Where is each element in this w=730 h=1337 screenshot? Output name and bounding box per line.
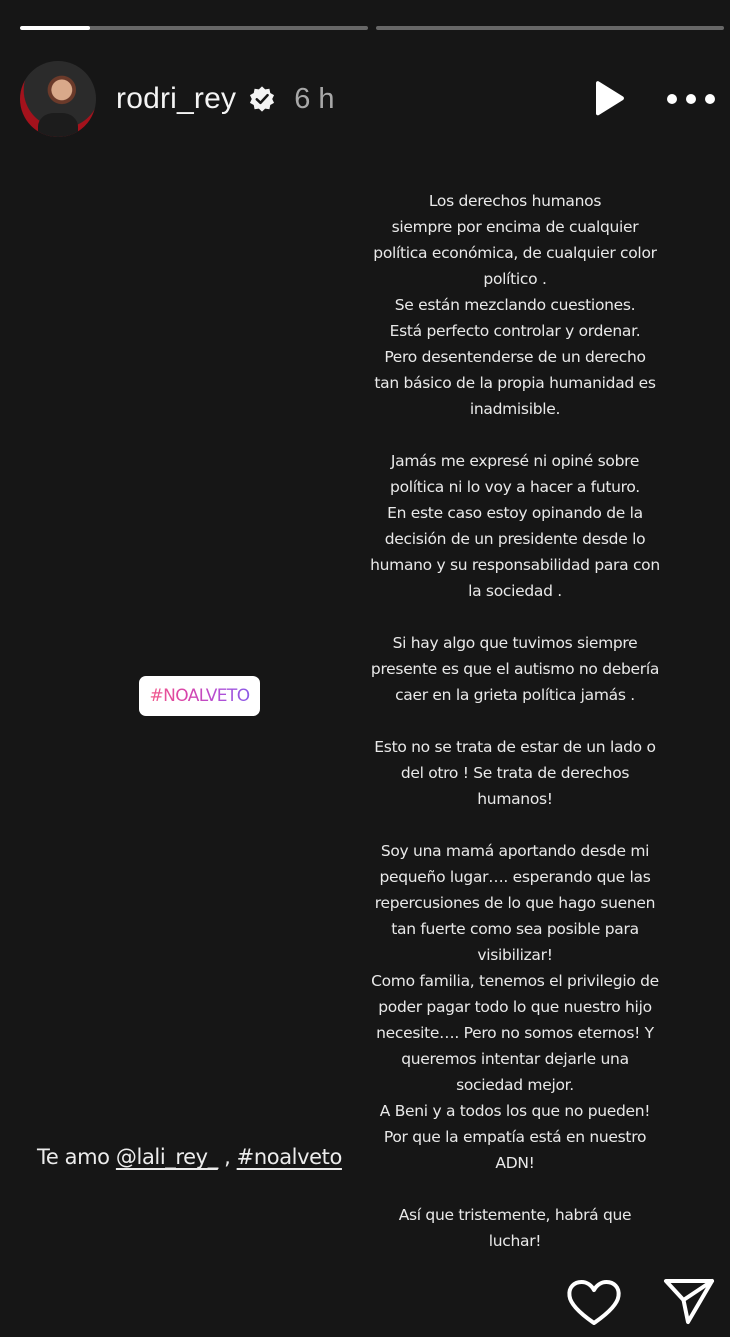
statement-paragraph: Jamás me expresé ni opiné sobre política ni lo voy a hacer a futuro. En este caso estoy opinando de la decisión de un presidente desde lo humano y su responsabilidad para con la sociedad . — [370, 452, 660, 600]
caption-separator: , — [217, 1145, 237, 1169]
username[interactable]: rodri_rey — [116, 82, 237, 115]
share-button[interactable] — [662, 1276, 716, 1326]
hashtag-sticker-label: #NOALVETO — [149, 686, 250, 706]
story-header — [20, 60, 716, 138]
statement-paragraph: Si hay algo que tuvimos siempre presente es que el autismo no debería caer en la grieta política jamás . — [370, 634, 660, 704]
progress-fill — [20, 26, 90, 30]
hashtag-sticker[interactable] — [139, 676, 260, 716]
verified-badge-icon — [248, 85, 276, 113]
hashtag-link[interactable]: #noalveto — [236, 1145, 342, 1169]
like-button[interactable] — [566, 1279, 622, 1327]
more-icon — [666, 93, 716, 105]
heart-icon — [566, 1279, 622, 1327]
story-caption — [37, 1145, 342, 1169]
play-icon — [590, 80, 626, 118]
mention-link[interactable]: @lali_rey_ — [115, 1145, 218, 1169]
more-options-button[interactable] — [666, 79, 716, 119]
reposted-statement — [345, 188, 685, 1254]
post-time: 6 h — [294, 82, 335, 115]
statement-paragraph: Esto no se trata de estar de un lado o del otro ! Se trata de derechos humanos! — [374, 738, 656, 808]
statement-paragraph: Soy una mamá aportando desde mi pequeño lugar…. esperando que las repercusiones de lo que hago suenen tan fuerte como sea posible para visibilizar! Como familia, tenemos el privilegio de poder pagar todo lo que nuestro hijo necesite…. Pero no somos eternos! Y queremos intentar dejarle una sociedad mejor. A Beni y a todos los que no pueden! Por que la empatía está en nuestro ADN! — [371, 842, 659, 1172]
play-button[interactable] — [588, 79, 628, 119]
progress-segment-current — [20, 26, 368, 30]
statement-paragraph: Así que tristemente, habrá que luchar! — [398, 1206, 632, 1250]
story-progress — [20, 26, 724, 31]
statement-paragraph: Los derechos humanos siempre por encima de cualquier política económica, de cualquier color político . Se están mezclando cuestiones. Está perfecto controlar y ordenar. Pero desentenderse de un derecho tan básico de la propia humanidad es inadmisible. — [373, 192, 657, 418]
avatar[interactable] — [20, 61, 96, 137]
send-icon — [662, 1276, 716, 1326]
progress-segment-next — [376, 26, 724, 30]
caption-prefix: Te amo — [37, 1145, 116, 1169]
